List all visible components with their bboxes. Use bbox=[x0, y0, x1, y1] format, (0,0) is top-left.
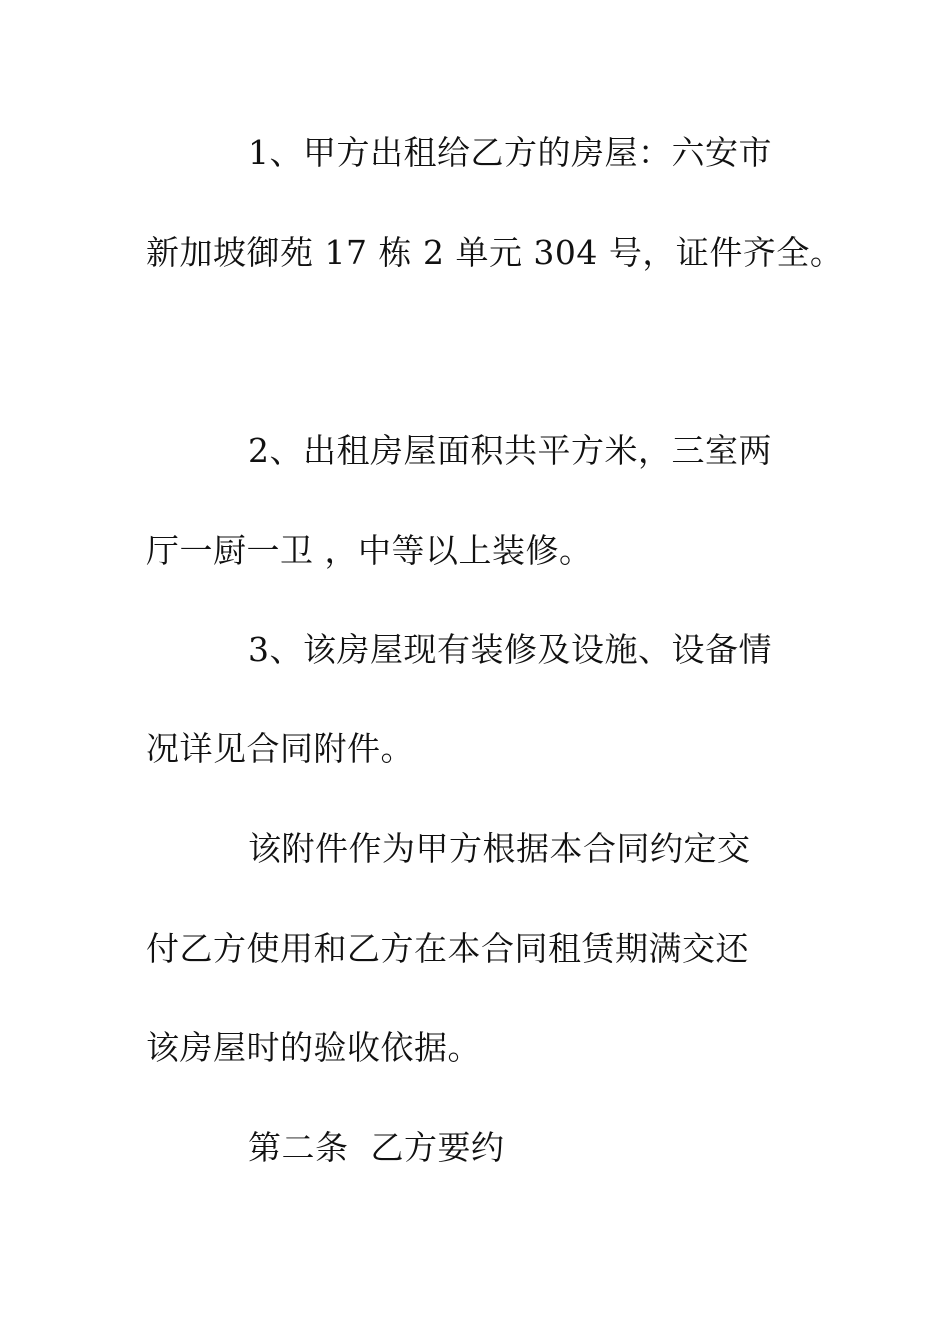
article-2-heading: 第二条 乙方要约 bbox=[248, 1128, 505, 1167]
annex-note-line-3: 该房屋时的验收依据。 bbox=[146, 1028, 481, 1067]
clause-3-line-2: 况详见合同附件。 bbox=[146, 729, 414, 768]
clause-1-line-2: 新加坡御苑 17 栋 2 单元 304 号，证件齐全。 bbox=[146, 233, 844, 272]
annex-note-line-2: 付乙方使用和乙方在本合同租赁期满交还 bbox=[146, 929, 749, 968]
annex-note-line-1: 该附件作为甲方根据本合同约定交 bbox=[248, 829, 751, 868]
clause-3-line-1: 3、该房屋现有装修及设施、设备情 bbox=[248, 630, 772, 669]
clause-2-line-1: 2、出租房屋面积共平方米，三室两 bbox=[248, 431, 772, 470]
clause-1-line-1: 1、甲方出租给乙方的房屋：六安市 bbox=[248, 133, 772, 172]
clause-2-line-2: 厅一厨一卫 ，中等以上装修。 bbox=[146, 531, 593, 570]
